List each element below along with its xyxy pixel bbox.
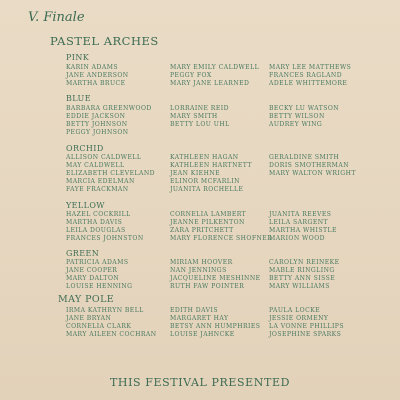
name-entry: PATRICIA ADAMS [66, 259, 129, 266]
name-entry: GERALDINE SMITH [269, 154, 340, 161]
group-label-blue: BLUE [66, 94, 91, 103]
name-entry: MARY WALTON WRIGHT [269, 170, 356, 178]
name-entry: BETSY ANN HUMPHRIES [170, 323, 261, 331]
group-label-pink: PINK [66, 53, 90, 62]
footer-heading: THIS FESTIVAL PRESENTED [109, 376, 291, 389]
name-entry: LOUISE JAHNCKE [170, 331, 235, 339]
group-orchid-col3 [269, 154, 379, 178]
name-entry: MIRIAM HOOVER [170, 259, 233, 266]
group-pink-col1 [66, 64, 176, 88]
group-may-pole-col3 [269, 307, 379, 339]
name-entry: JACQUELINE MESHINNE [170, 275, 261, 283]
name-entry: CORNELIA CLARK [66, 323, 132, 331]
name-entry: KATHLEEN HAGAN [170, 154, 239, 161]
name-entry: FRANCES RAGLAND [269, 72, 343, 80]
name-entry: KARIN ADAMS [66, 64, 119, 71]
name-entry: ALLISON CALDWELL [66, 154, 142, 161]
main-heading: PASTEL ARCHES [50, 34, 159, 48]
name-entry: JANE COOPER [66, 267, 118, 275]
name-entry: MARY LEE MATTHEWS [269, 64, 352, 71]
name-entry: MARY FLORENCE SHOFNER [170, 235, 273, 243]
group-pink-col3 [269, 64, 379, 88]
name-entry: PEGGY FOX [170, 72, 212, 80]
name-entry: FAYE FRACKMAN [66, 186, 129, 194]
group-yellow-col2 [170, 211, 280, 243]
name-entry: HAZEL COCKRILL [66, 211, 131, 218]
name-entry: MARTHA WHISTLE [269, 227, 337, 235]
group-green-col3 [269, 259, 379, 291]
name-entry: MARION WOOD [269, 235, 325, 243]
name-entry: ELIZABETH CLEVELAND [66, 170, 156, 178]
name-entry: MARTHA BRUCE [66, 80, 126, 88]
name-entry: MABLE RINGLING [269, 267, 335, 275]
name-entry: MARY DALTON [66, 275, 120, 283]
group-orchid-col1 [66, 154, 176, 194]
group-orchid-col2 [170, 154, 280, 194]
name-entry: BETTY LOU UHL [170, 121, 230, 129]
name-entry: MARY EMILY CALDWELL [170, 64, 260, 71]
name-entry: BETTY ANN SISSE [269, 275, 336, 283]
name-entry: LEILA DOUGLAS [66, 227, 126, 235]
group-may-pole-col2 [170, 307, 280, 339]
group-green-col2 [170, 259, 280, 291]
name-entry: CORNELIA LAMBERT [170, 211, 247, 218]
name-entry: BETTY WILSON [269, 113, 325, 121]
name-entry: DORIS SMOTHERMAN [269, 162, 349, 170]
name-entry: MARY AILEEN COCHRAN [66, 331, 157, 339]
name-entry: EDDIE JACKSON [66, 113, 126, 121]
name-entry: CAROLYN REINEKE [269, 259, 340, 266]
name-entry: PEGGY JOHNSON [66, 129, 129, 137]
name-entry: KATHLEEN HARTNETT [170, 162, 252, 170]
group-may-pole-col1 [66, 307, 176, 339]
name-entry: IRMA KATHRYN BELL [66, 307, 144, 314]
group-label-green: GREEN [66, 249, 100, 258]
name-entry: LOUISE HENNING [66, 283, 133, 291]
name-entry: AUDREY WING [269, 121, 323, 129]
name-entry: ZARA PRITCHETT [170, 227, 234, 235]
name-entry: JUANITA ROCHELLE [170, 186, 244, 194]
group-yellow-col3 [269, 211, 379, 243]
name-entry: JUANITA REEVES [269, 211, 332, 218]
section-title: V. Finale [28, 10, 85, 25]
name-entry: BETTY JOHNSON [66, 121, 128, 129]
name-entry: MARY JANE LEARNED [170, 80, 250, 88]
name-entry: MAY CALDWELL [66, 162, 125, 170]
name-entry: JESSIE ORMENY [269, 315, 329, 323]
group-blue-col2 [170, 105, 280, 129]
name-entry: MARCIA EDELMAN [66, 178, 135, 186]
group-label-orchid: ORCHID [66, 144, 104, 153]
name-entry: JOSEPHINE SPARKS [269, 331, 342, 339]
name-entry: JEAN KIEHNE [170, 170, 221, 178]
name-entry: ADELE WHITTEMORE [269, 80, 348, 88]
name-entry: LA VONNE PHILLIPS [269, 323, 344, 331]
group-blue-col3 [269, 105, 379, 129]
name-entry: LEILA SARGENT [269, 219, 329, 227]
name-entry: JEANNE PILKENTON [170, 219, 245, 227]
name-entry: JANE BRYAN [66, 315, 112, 323]
group-label-may-pole: MAY POLE [58, 294, 115, 305]
group-label-yellow: YELLOW [66, 201, 105, 210]
group-blue-col1 [66, 105, 176, 137]
group-pink-col2 [170, 64, 280, 88]
name-entry: PAULA LOCKE [269, 307, 321, 314]
name-entry: FRANCES JOHNSTON [66, 235, 144, 243]
name-entry: MARGARET HAY [170, 315, 229, 323]
name-entry: LORRAINE REID [170, 105, 229, 112]
name-entry: EDITH DAVIS [170, 307, 218, 314]
name-entry: NAN JENNINGS [170, 267, 227, 275]
name-entry: MARY WILLIAMS [269, 283, 330, 291]
group-yellow-col1 [66, 211, 176, 243]
name-entry: BECKY LU WATSON [269, 105, 340, 112]
name-entry: MARTHA DAVIS [66, 219, 123, 227]
name-entry: ELINOR MCFARLIN [170, 178, 240, 186]
name-entry: MARY SMITH [170, 113, 218, 121]
name-entry: JANE ANDERSON [66, 72, 129, 80]
group-green-col1 [66, 259, 176, 291]
name-entry: RUTH FAW POINTER [170, 283, 245, 291]
name-entry: BARBARA GREENWOOD [66, 105, 152, 112]
